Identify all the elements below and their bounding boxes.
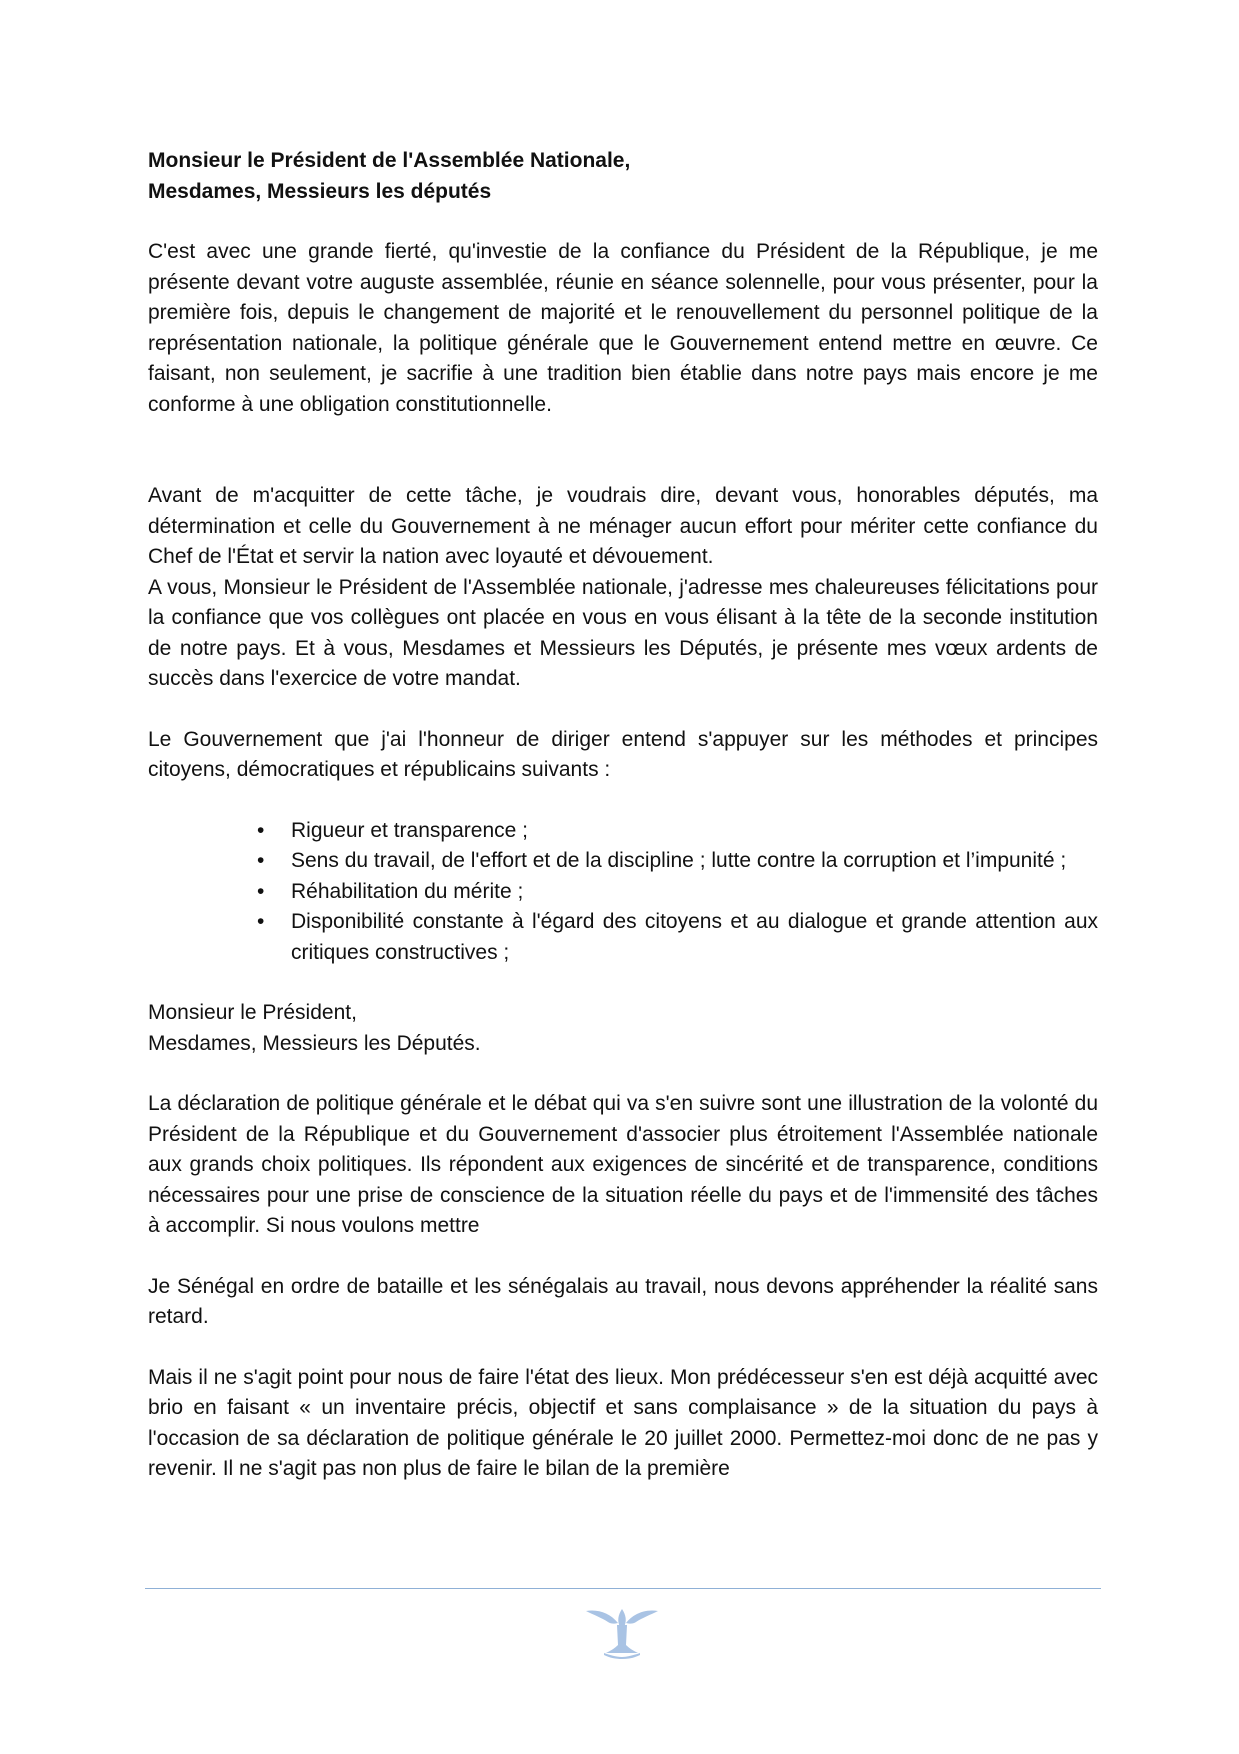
bullet-icon: • xyxy=(257,849,265,872)
salutation-line-2: Mesdames, Messieurs les Députés. xyxy=(148,1031,481,1055)
salutation-line-1: Monsieur le Président, xyxy=(148,1001,357,1024)
list-item xyxy=(257,877,1098,908)
paragraph-introduction: C'est avec une grande fierté, qu'investie de la confiance du Président de la République, je me présente devant votre auguste assemblée, réunie en séance solennelle, pour vous présenter, pour la première fois, depuis le changement de majorité et le renouvellement du personnel politique de la représentation nationale, la politique générale que le Gouvernement entend mettre en œuvre. Ce faisant, non seulement, je sacrifie à une tradition bien établie dans notre pays mais encore je me conforme à une obligation constitutionnelle. xyxy=(148,240,1098,416)
list-item-text: Disponibilité constante à l'égard des citoyens et au dialogue et grande attention aux critiques constructives ; xyxy=(291,910,1098,964)
baobab-emblem-icon xyxy=(584,1605,660,1659)
address-heading-line-2: Mesdames, Messieurs les députés xyxy=(148,179,492,203)
list-item-text: Réhabilitation du mérite ; xyxy=(291,879,524,903)
footer-rule xyxy=(145,1588,1101,1589)
list-item-text: Sens du travail, de l'effort et de la discipline ; lutte contre la corruption et l’impunité ; xyxy=(291,849,1067,872)
paragraph-congratulations: A vous, Monsieur le Président de l'Assemblée nationale, j'adresse mes chaleureuses félicitations pour la confiance que vos collègues ont placée en vous en vous élisant à la tête de la seconde institution de notre pays. Et à vous, Mesdames et Messieurs les Députés, je présente mes vœux ardents de succès dans l'exercice de votre mandat. xyxy=(148,575,1098,690)
bullet-icon: • xyxy=(257,879,265,903)
paragraph-inventory: Mais il ne s'agit point pour nous de faire l'état des lieux. Mon prédécesseur s'en est déjà acquitté avec brio en faisant « un inventaire précis, objectif et sans complaisance » de la situation du pays à l'occasion de sa déclaration de politique générale le 20 juillet 2000. Permettez-moi donc de ne pas y revenir. Il ne s'agit pas non plus de faire le bilan de la première xyxy=(148,1365,1098,1480)
document-body xyxy=(148,146,1098,1485)
paragraph-determination: Avant de m'acquitter de cette tâche, je voudrais dire, devant vous, honorables députés, ma détermination et celle du Gouvernement à ne ménager aucun effort pour mériter cette confiance du Chef de l'État et servir la nation avec loyauté et dévouement. xyxy=(148,484,1098,568)
list-item xyxy=(257,846,1098,877)
bullet-icon: • xyxy=(257,818,265,842)
paragraph-principles-intro: Le Gouvernement que j'ai l'honneur de diriger entend s'appuyer sur les méthodes et principes citoyens, démocratiques et républicains suivants : xyxy=(148,727,1098,781)
paragraph-senegal: Je Sénégal en ordre de bataille et les sénégalais au travail, nous devons appréhender la réalité sans retard. xyxy=(148,1274,1098,1328)
list-item-text: Rigueur et transparence ; xyxy=(291,818,528,842)
list-item xyxy=(257,907,1098,968)
list-item xyxy=(257,816,1098,847)
bullet-icon: • xyxy=(257,910,265,933)
principles-list xyxy=(148,816,1098,969)
address-heading-line-1: Monsieur le Président de l'Assemblée Nationale, xyxy=(148,149,631,172)
paragraph-declaration: La déclaration de politique générale et le débat qui va s'en suivre sont une illustration de la volonté du Président de la République et du Gouvernement d'associer plus étroitement l'Assemblée nationale aux grands choix politiques. Ils répondent aux exigences de sincérité et de transparence, conditions nécessaires pour une prise de conscience de la situation réelle du pays et de l'immensité des tâches à accomplir. Si nous voulons mettre xyxy=(148,1092,1098,1237)
